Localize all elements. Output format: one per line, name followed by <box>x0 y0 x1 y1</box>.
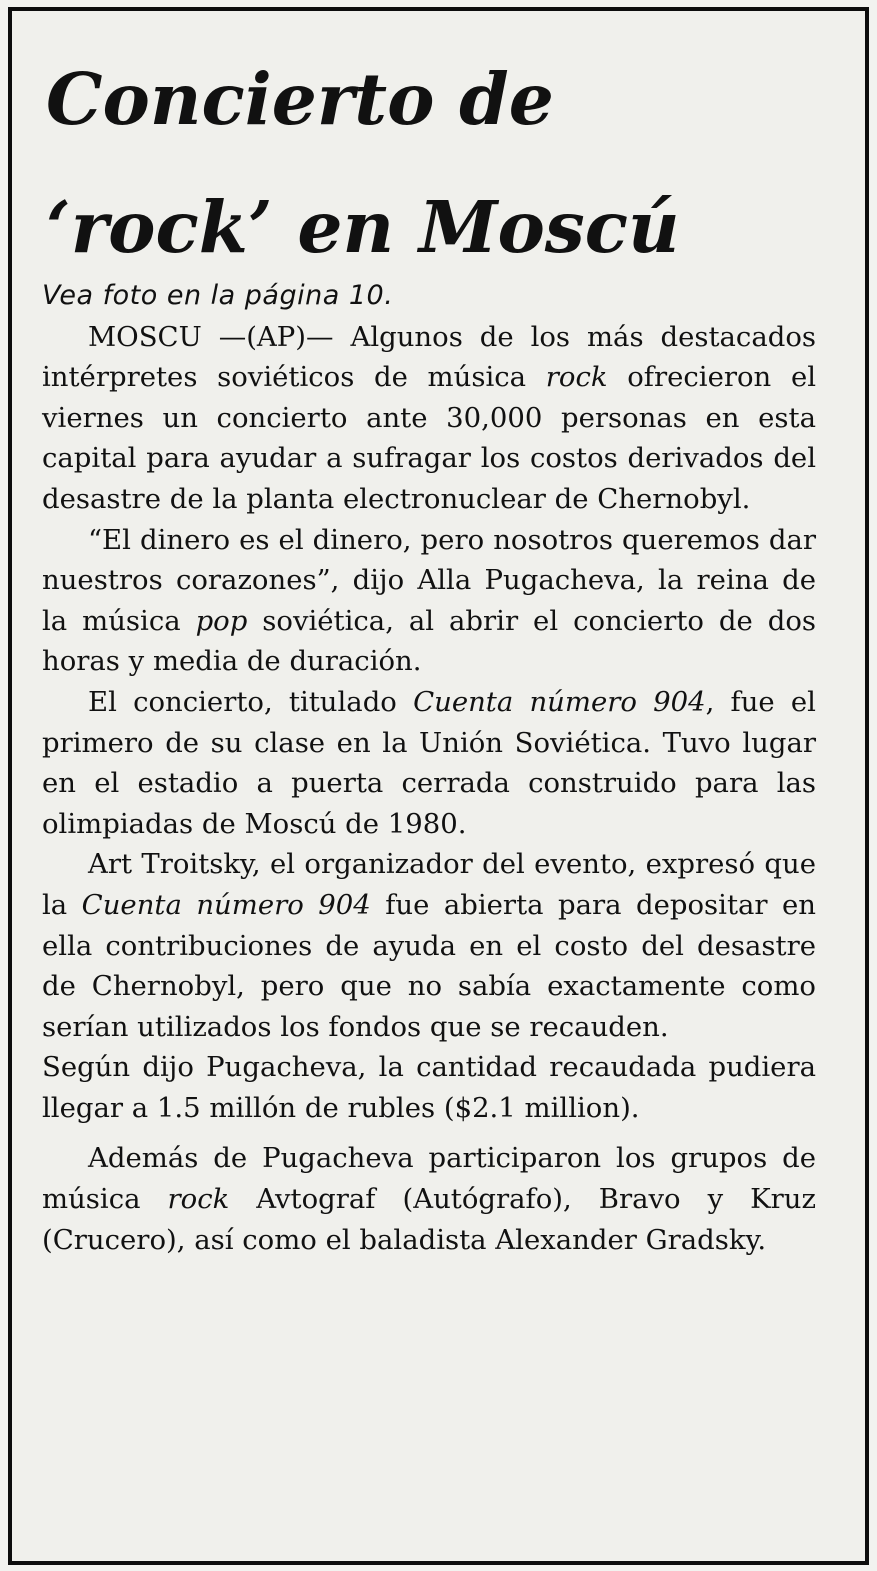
paragraph-3 <box>42 682 816 844</box>
article-body <box>42 276 816 1260</box>
paragraph-6 <box>42 1138 816 1260</box>
paragraph-3-emphasis: Cuenta número 904 <box>413 685 706 718</box>
news-clipping <box>8 7 869 1565</box>
headline-line-2: ‘rock’ en Moscú <box>46 185 680 269</box>
paragraph-1-text-a: MOSCU —(AP)— Algunos de los más destacados intérpretes soviéticos de música <box>42 320 816 394</box>
paragraph-3-text-a: El concierto, titulado <box>88 685 414 718</box>
paragraph-2-emphasis: pop <box>195 604 248 637</box>
paragraph-2 <box>42 520 816 682</box>
paragraph-6-emphasis: rock <box>167 1183 230 1216</box>
paragraph-2-text-a: “El dinero es el dinero, pero nosotros queremos dar nuestros corazones”, dijo Alla Pugacheva, la reina de la música <box>42 523 816 637</box>
paragraph-1 <box>42 317 816 520</box>
paragraph-2-text-b: soviética, al abrir el concierto de dos horas y media de duración. <box>42 604 816 678</box>
paragraph-1-emphasis: rock <box>545 361 608 394</box>
paragraph-4-text-a: Art Troitsky, el organizador del evento, expresó que la <box>42 848 816 921</box>
paragraph-6-text-b: Avtograf (Autógrafo), Bravo y Kruz (Crucero), así como el baladista Alexander Gradsky. <box>42 1183 817 1256</box>
paragraph-3-text-b: , fue el primero de su clase en la Unión Soviética. Tuvo lugar en el estadio a puerta cerrada construido para las olimpiadas de Moscú de 1980. <box>42 685 816 840</box>
paragraph-6-text-a: Además de Pugacheva participaron los grupos de música <box>42 1142 816 1216</box>
photo-note: Vea foto en la página 10. <box>42 280 394 311</box>
paragraph-5: Según dijo Pugacheva, la cantidad recaudada pudiera llegar a 1.5 millón de rubles ($2.1 million). <box>42 1051 816 1124</box>
headline <box>46 35 846 291</box>
paragraph-4-emphasis: Cuenta número 904 <box>81 888 371 921</box>
paragraph-1-text-b: ofrecieron el viernes un concierto ante 30,000 personas en esta capital para ayudar a sufragar los costos derivados del desastre de la planta electronuclear de Chernobyl. <box>42 361 817 515</box>
paragraph-4 <box>42 844 816 1047</box>
paragraph-4-text-b: fue abierta para depositar en ella contribuciones de ayuda en el costo del desastre de Chernobyl, pero que no sabía exactamente como serían utilizados los fondos que se recauden. <box>42 888 816 1043</box>
headline-line-1: Concierto de <box>46 57 554 141</box>
